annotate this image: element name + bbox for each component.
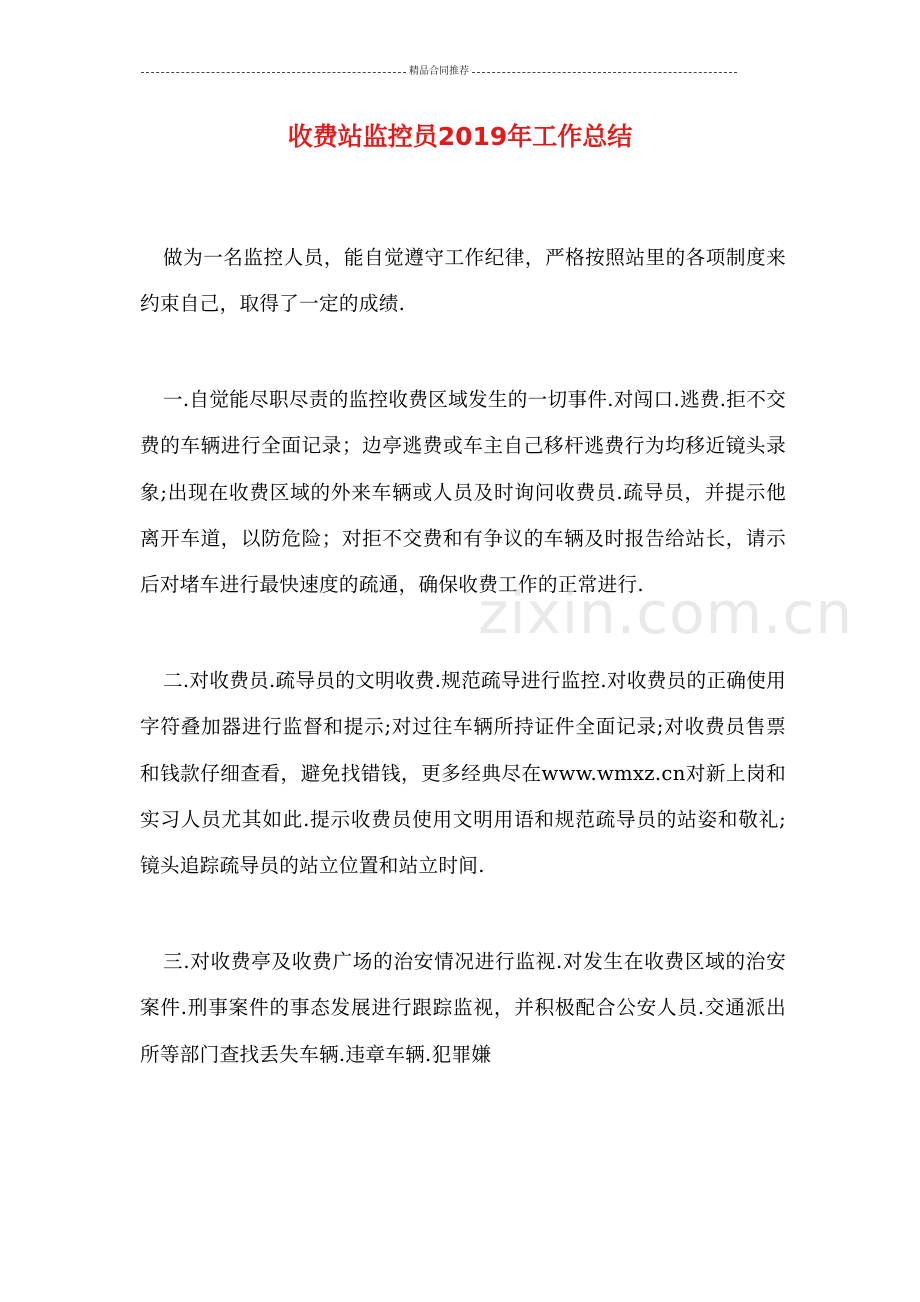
watermark: zixin.com.cn [478,579,854,647]
header-rule [141,64,737,80]
paragraph-section-2: 二.对收费员.疏导员的文明收费.规范疏导进行监控.对收费员的正确使用字符叠加器进行监督和提示;对过往车辆所持证件全面记录;对收费员售票和钱款仔细查看，避免找错钱，更多经典尽在www.wmxz.cn对新上岗和实习人员尤其如此.提示收费员使用文明用语和规范疏导员的站姿和敬礼;镜头追踪疏导员的站立位置和站立时间. [140,668,786,878]
header-dash-left [141,72,406,73]
document-title: 收费站监控员2019年工作总结 [287,122,633,151]
paragraph-section-1: 一.自觉能尽职尽责的监控收费区域发生的一切事件.对闯口.逃费.拒不交费的车辆进行全面记录；边亭逃费或车主自己移杆逃费行为均移近镜头录象;出现在收费区域的外来车辆或人员及时询问收费员.疏导员，并提示他离开车道，以防危险；对拒不交费和有争议的车辆及时报告给站长，请示后对堵车进行最快速度的疏通，确保收费工作的正常进行. [140,387,786,597]
paragraph-section-3: 三.对收费亭及收费广场的治安情况进行监视.对发生在收费区域的治安案件.刑事案件的事态发展进行跟踪监视，并积极配合公安人员.交通派出所等部门查找丢失车辆.违章车辆.犯罪嫌 [140,949,786,1066]
header-dash-right [472,72,737,73]
header-label: 精品合同推荐 [409,66,469,77]
document-body [140,235,786,1127]
paragraph-intro: 做为一名监控人员，能自觉遵守工作纪律，严格按照站里的各项制度来约束自己，取得了一定的成绩. [140,246,786,316]
